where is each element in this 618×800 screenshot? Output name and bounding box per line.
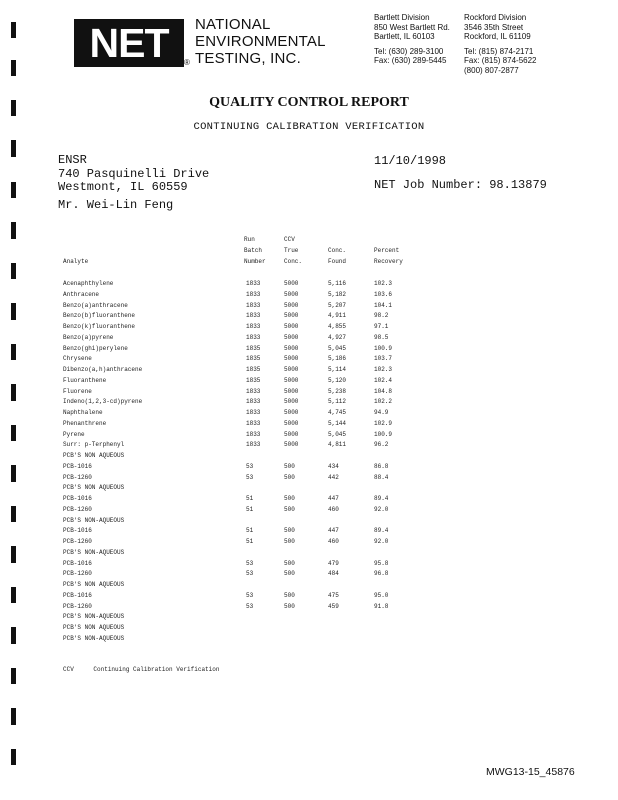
analyte-cell: Naphthalene (63, 409, 103, 416)
true-conc-cell: 5000 (284, 409, 299, 416)
true-conc-cell: 5000 (284, 333, 299, 341)
true-conc-cell: 500 (284, 538, 295, 545)
report-subtitle: CONTINUING CALIBRATION VERIFICATION (193, 121, 425, 133)
batch-cell: 1835 (246, 355, 261, 363)
recovery-cell: 89.4 (374, 495, 389, 502)
batch-cell: 53 (246, 570, 254, 578)
analyte-cell: Anthracene (63, 290, 100, 298)
true-conc-cell: 5000 (284, 301, 299, 309)
analyte-cell: Pyrene (63, 430, 85, 438)
analyte-cell: PCB'S NON-AQUEOUS (63, 548, 125, 556)
batch-cell: 53 (246, 602, 254, 610)
margin-mark (11, 60, 16, 76)
net-logo: NET (74, 19, 184, 67)
analyte-cell: Indeno(1,2,3-cd)pyrene (63, 398, 143, 406)
margin-mark (11, 425, 16, 441)
analyte-cell: PCB-1260 (63, 570, 92, 578)
recovery-cell: 88.4 (374, 473, 389, 481)
job-number-value: 98.13879 (489, 178, 547, 192)
recovery-cell: 100.9 (374, 430, 393, 438)
recovery-cell: 97.1 (374, 323, 389, 330)
batch-cell: 1833 (246, 280, 261, 287)
margin-mark (11, 465, 16, 482)
margin-mark (11, 140, 16, 157)
document-id: MWG13-15_45876 (486, 766, 575, 778)
header-true-conc (284, 234, 302, 267)
batch-cell: 51 (246, 527, 254, 535)
found-conc-cell: 447 (328, 527, 339, 535)
job-number-label: NET Job Number: (374, 178, 483, 192)
footnote (63, 666, 219, 673)
analyte-cell: PCB'S NON-AQUEOUS (63, 634, 125, 642)
margin-mark (11, 303, 16, 320)
batch-cell: 1833 (246, 301, 261, 309)
recovery-cell: 92.0 (374, 505, 389, 513)
recovery-cell: 102.2 (374, 398, 393, 406)
registered-mark: ® (184, 58, 190, 67)
recovery-cell: 95.8 (374, 559, 389, 567)
margin-mark (11, 22, 16, 38)
true-conc-cell: 500 (284, 527, 295, 535)
margin-mark (11, 344, 16, 360)
found-conc-cell: 5,238 (328, 387, 347, 395)
bartlett-city: Bartlett, IL 60103 (374, 32, 435, 42)
margin-mark (11, 506, 16, 522)
header-found-line: Conc. (328, 247, 347, 254)
true-conc-cell: 500 (284, 473, 295, 481)
recovery-cell: 94.9 (374, 409, 389, 416)
footnote-text: Continuing Calibration Verification (93, 666, 220, 673)
batch-cell: 1835 (246, 376, 261, 384)
job-number (374, 178, 547, 192)
bartlett-name: Bartlett Division (374, 13, 430, 22)
analyte-cell: PCB'S NON AQUEOUS (63, 484, 125, 492)
header-batch-line: Run (244, 236, 255, 243)
report-date: 11/10/1998 (374, 154, 447, 168)
true-conc-cell: 500 (284, 570, 295, 578)
analyte-cell: Surr: p-Terphenyl (63, 441, 125, 449)
footnote-abbr: CCV (63, 666, 74, 673)
batch-cell: 1833 (246, 333, 261, 341)
found-conc-cell: 5,114 (328, 366, 347, 373)
header-analyte: Analyte (63, 258, 89, 265)
client-address (58, 154, 209, 195)
found-conc-cell: 4,811 (328, 441, 347, 449)
found-conc-cell: 484 (328, 570, 339, 578)
found-conc-cell: 5,045 (328, 344, 347, 352)
bartlett-tel: Tel: (630) 289-3100 (374, 46, 444, 56)
true-conc-cell: 5000 (284, 441, 299, 449)
batch-cell: 1833 (246, 323, 261, 330)
margin-mark (11, 668, 16, 684)
analyte-cell: PCB'S NON AQUEOUS (63, 624, 125, 631)
batch-cell: 1835 (246, 366, 261, 373)
client-city: Westmont, IL 60559 (58, 180, 188, 194)
found-conc-cell: 5,045 (328, 430, 347, 438)
found-conc-cell: 5,186 (328, 355, 347, 363)
recovery-cell: 100.9 (374, 344, 393, 352)
recovery-cell: 104.8 (374, 387, 393, 395)
rockford-city: Rockford, IL 61109 (464, 32, 531, 42)
rockford-street: 3546 35th Street (464, 22, 524, 32)
analyte-cell: PCB-1016 (63, 462, 92, 470)
batch-cell: 1833 (246, 441, 261, 449)
found-conc-cell: 460 (328, 538, 339, 545)
rockford-name: Rockford Division (464, 13, 527, 22)
analyte-cell: Phenanthrene (63, 419, 107, 427)
company-line-3: TESTING, INC. (195, 50, 301, 67)
recovery-cell: 89.4 (374, 527, 389, 535)
found-conc-cell: 4,927 (328, 333, 347, 341)
batch-cell: 1833 (246, 419, 261, 427)
true-conc-cell: 5000 (284, 376, 299, 384)
batch-cell: 1833 (246, 387, 261, 395)
analyte-cell: PCB-1016 (63, 527, 92, 535)
true-conc-cell: 500 (284, 602, 295, 610)
true-conc-cell: 5000 (284, 312, 299, 320)
true-conc-cell: 500 (284, 495, 295, 502)
margin-mark (11, 587, 16, 603)
analyte-cell: Dibenzo(a,h)anthracene (63, 366, 143, 373)
analyte-cell: PCB'S NON-AQUEOUS (63, 516, 125, 524)
margin-mark (11, 708, 16, 725)
true-conc-cell: 5000 (284, 290, 299, 298)
margin-mark (11, 546, 16, 563)
batch-cell: 1833 (246, 290, 261, 298)
true-conc-cell: 5000 (284, 430, 299, 438)
header-found-conc (328, 245, 346, 267)
margin-mark (11, 627, 16, 644)
recovery-cell: 102.3 (374, 366, 393, 373)
analyte-cell: PCB-1016 (63, 591, 92, 599)
batch-cell: 53 (246, 591, 254, 599)
client-street: 740 Pasquinelli Drive (58, 166, 210, 181)
true-conc-cell: 5000 (284, 387, 299, 395)
bartlett-street: 850 West Bartlett Rd. (374, 22, 450, 32)
analyte-cell: PCB-1260 (63, 473, 92, 481)
true-conc-cell: 5000 (284, 355, 299, 363)
analyte-cell: Acenaphthylene (63, 280, 114, 287)
rockford-phone2: (800) 807-2877 (464, 65, 519, 75)
true-conc-cell: 5000 (284, 419, 299, 427)
recovery-cell: 96.8 (374, 570, 389, 578)
recovery-cell: 102.3 (374, 280, 393, 287)
true-conc-cell: 5000 (284, 398, 299, 406)
rockford-division (464, 13, 537, 76)
analyte-cell: Benzo(a)pyrene (63, 333, 114, 341)
header-true-line: CCV (284, 236, 295, 243)
client-name: ENSR (58, 153, 87, 167)
margin-mark (11, 384, 16, 401)
analyte-cell: PCB-1260 (63, 538, 92, 545)
header-batch-line: Number (244, 258, 266, 265)
header-recovery (374, 245, 403, 267)
analyte-cell: Benzo(b)fluoranthene (63, 312, 136, 320)
analyte-cell: Chrysene (63, 355, 92, 363)
batch-cell: 1833 (246, 312, 261, 320)
batch-cell: 53 (246, 462, 254, 470)
margin-mark (11, 749, 16, 765)
recovery-cell: 98.2 (374, 312, 389, 320)
header-found-line: Found (328, 258, 347, 265)
analyte-cell: PCB-1016 (63, 495, 92, 502)
recovery-cell: 96.2 (374, 441, 389, 449)
true-conc-cell: 5000 (284, 323, 299, 330)
company-line-1: NATIONAL (195, 16, 271, 33)
found-conc-cell: 5,116 (328, 280, 347, 287)
found-conc-cell: 434 (328, 462, 339, 470)
batch-cell: 51 (246, 505, 254, 513)
analyte-cell: PCB-1260 (63, 505, 92, 513)
found-conc-cell: 5,144 (328, 419, 347, 427)
recovery-cell: 95.0 (374, 591, 389, 599)
bartlett-division (374, 13, 450, 66)
analyte-cell: Fluorene (63, 387, 92, 395)
header-true-line: Conc. (284, 258, 303, 265)
report-title: QUALITY CONTROL REPORT (209, 95, 409, 110)
batch-cell: 1833 (246, 430, 261, 438)
found-conc-cell: 442 (328, 473, 339, 481)
header-batch-line: Batch (244, 247, 263, 254)
margin-mark (11, 263, 16, 279)
client-contact: Mr. Wei-Lin Feng (58, 198, 174, 212)
rockford-tel: Tel: (815) 874-2171 (464, 46, 534, 56)
analyte-cell: Benzo(k)fluoranthene (63, 323, 136, 330)
found-conc-cell: 459 (328, 602, 339, 610)
company-name (195, 16, 326, 67)
header-batch (244, 234, 266, 267)
found-conc-cell: 4,745 (328, 409, 347, 416)
header-recovery-line: Recovery (374, 258, 403, 265)
recovery-cell: 102.9 (374, 419, 393, 427)
found-conc-cell: 5,207 (328, 301, 347, 309)
batch-cell: 1833 (246, 398, 261, 406)
batch-cell: 1833 (246, 409, 261, 416)
rockford-fax: Fax: (815) 874-5622 (464, 56, 537, 66)
found-conc-cell: 5,182 (328, 290, 347, 298)
found-conc-cell: 475 (328, 591, 339, 599)
true-conc-cell: 5000 (284, 366, 299, 373)
analyte-cell: PCB'S NON AQUEOUS (63, 452, 125, 459)
margin-mark (11, 182, 16, 198)
true-conc-cell: 5000 (284, 280, 299, 287)
found-conc-cell: 479 (328, 559, 339, 567)
recovery-cell: 98.5 (374, 333, 389, 341)
analyte-cell: Benzo(ghi)perylene (63, 344, 128, 352)
analyte-cell: PCB-1260 (63, 602, 92, 610)
margin-mark (11, 222, 16, 239)
analyte-cell: PCB'S NON AQUEOUS (63, 581, 125, 588)
found-conc-cell: 5,112 (328, 398, 347, 406)
recovery-cell: 92.0 (374, 538, 389, 545)
true-conc-cell: 5000 (284, 344, 299, 352)
batch-cell: 51 (246, 495, 254, 502)
true-conc-cell: 500 (284, 505, 295, 513)
true-conc-cell: 500 (284, 559, 295, 567)
found-conc-cell: 5,120 (328, 376, 347, 384)
recovery-cell: 103.6 (374, 290, 393, 298)
recovery-cell: 103.7 (374, 355, 393, 363)
company-line-2: ENVIRONMENTAL (195, 33, 326, 50)
batch-cell: 51 (246, 538, 254, 545)
analyte-cell: Benzo(a)anthracene (63, 301, 128, 309)
found-conc-cell: 4,911 (328, 312, 347, 320)
found-conc-cell: 4,855 (328, 323, 347, 330)
batch-cell: 53 (246, 559, 254, 567)
batch-cell: 53 (246, 473, 254, 481)
header-recovery-line: Percent (374, 247, 400, 254)
batch-cell: 1835 (246, 344, 261, 352)
true-conc-cell: 500 (284, 462, 295, 470)
found-conc-cell: 460 (328, 505, 339, 513)
analyte-cell: PCB'S NON-AQUEOUS (63, 613, 125, 621)
bartlett-fax: Fax: (630) 289-5445 (374, 56, 447, 66)
header-true-line: True (284, 247, 299, 254)
found-conc-cell: 447 (328, 495, 339, 502)
recovery-cell: 102.4 (374, 376, 393, 384)
recovery-cell: 104.1 (374, 301, 393, 309)
true-conc-cell: 500 (284, 591, 295, 599)
recovery-cell: 86.8 (374, 462, 389, 470)
analyte-cell: Fluoranthene (63, 376, 107, 384)
recovery-cell: 91.8 (374, 602, 389, 610)
analyte-cell: PCB-1016 (63, 559, 92, 567)
